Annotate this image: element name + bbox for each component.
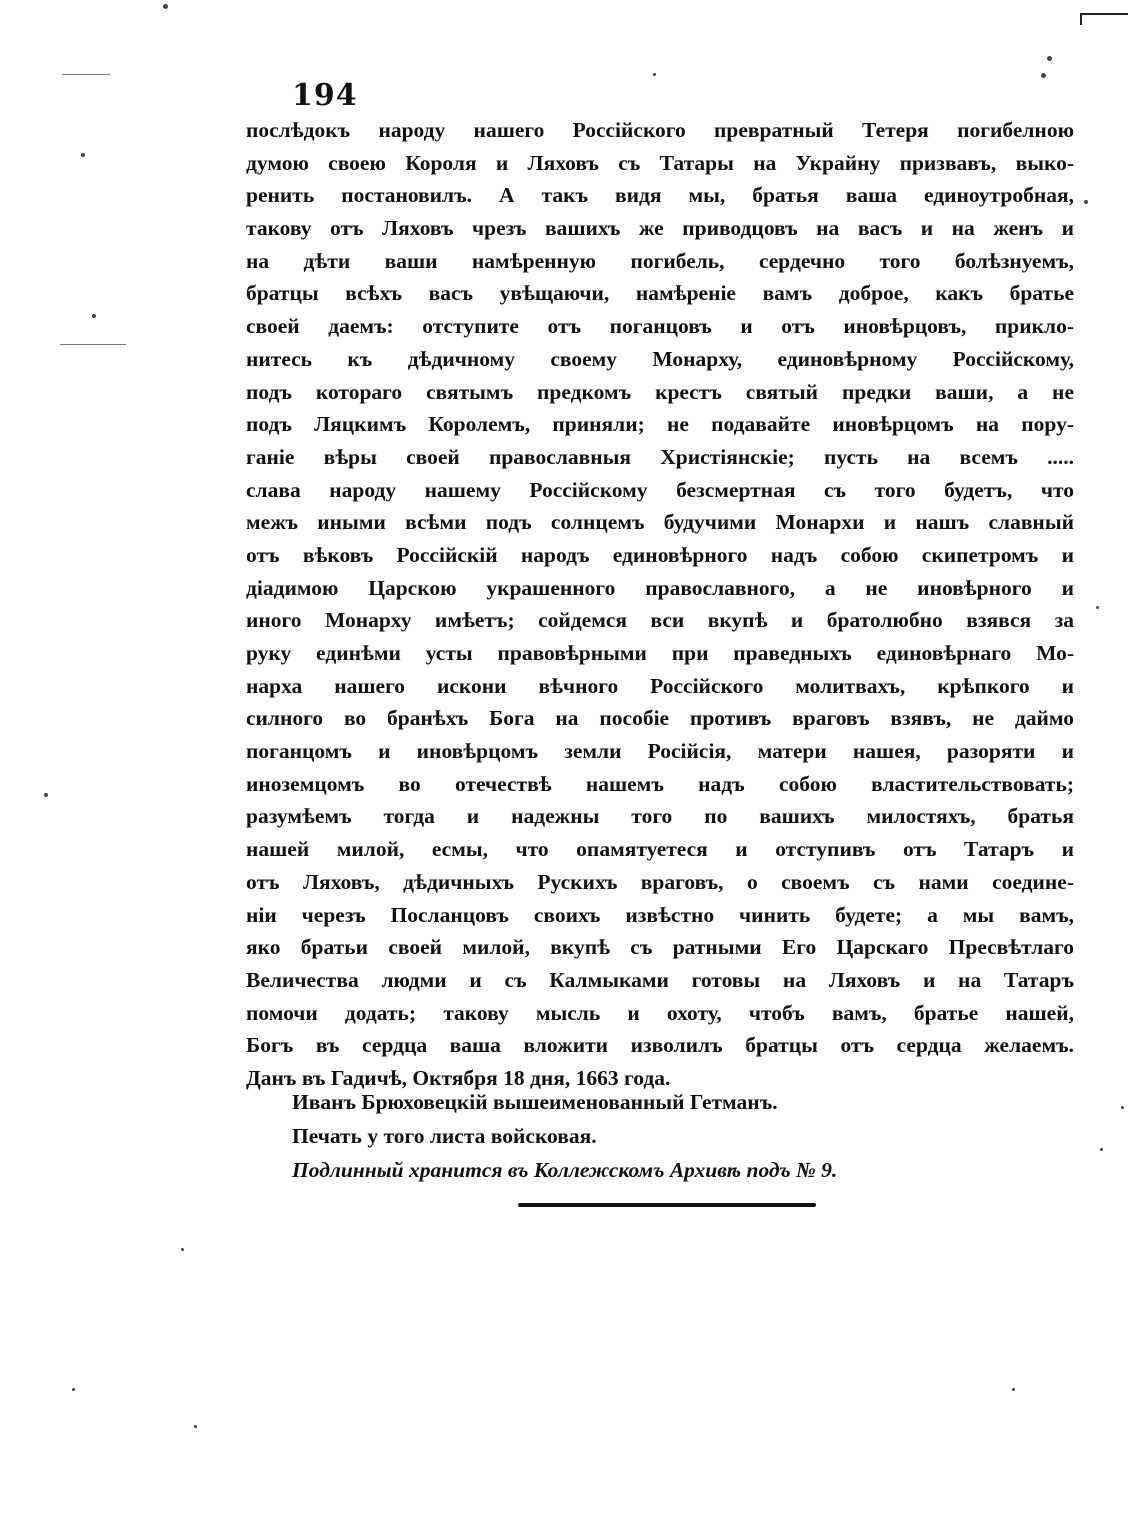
date-line: Данъ въ Гадичѣ, Октября 18 дня, 1663 года. xyxy=(246,1065,671,1090)
text-line: нашей милой, есмы, что опамятуетеся и отступивъ отъ Татаръ и xyxy=(246,837,1074,862)
text-line: нарха нашего искони вѣчного Россійского молитвахъ, крѣпкого и xyxy=(246,673,1074,698)
text-line: межъ иными всѣми подъ солнцемъ будучими Монархи и нашъ славный xyxy=(246,510,1074,535)
scan-speck xyxy=(653,73,656,76)
text-line: послѣдокъ народу нашего Россійского превратный Тетеря погибелною xyxy=(246,118,1074,142)
text-line: нитесь къ дѣдичному своему Монарху, единовѣрному Россійскому, xyxy=(246,346,1074,371)
text-line: думою своею Короля и Ляховъ съ Татары на Украйну призвавъ, выко- xyxy=(246,150,1074,175)
scan-speck xyxy=(1012,1388,1015,1391)
scan-speck xyxy=(1047,56,1052,61)
corner-bracket-mark xyxy=(1080,13,1128,25)
scan-speck xyxy=(194,1425,197,1428)
page-number: 194 xyxy=(292,78,358,113)
text-line: ренить постановилъ. А такъ видя мы, братья ваша единоутробная, xyxy=(246,183,1074,208)
scan-speck xyxy=(1100,1148,1103,1151)
scan-mark xyxy=(60,344,126,345)
text-line: руку единѣми усты правовѣрными при праведныхъ единовѣрнаго Мо- xyxy=(246,641,1074,665)
scan-speck xyxy=(81,153,85,157)
scan-speck xyxy=(1084,200,1088,204)
text-line: яко братьи своей милой, вкупѣ съ ратными Его Царскаго Пресвѣтлаго xyxy=(246,935,1074,960)
hetman-signature: Иванъ Брюховецкій вышеименованный Гетманъ. xyxy=(292,1090,778,1114)
text-line: разумѣемъ тогда и надежны того по вашихъ милостяхъ, братья xyxy=(246,804,1074,829)
closing-rule xyxy=(518,1203,816,1207)
scan-speck xyxy=(163,4,168,9)
text-line: иного Монарху имѣетъ; сойдемся вси вкупѣ и братолюбно взявся за xyxy=(246,608,1074,633)
text-line: Богъ въ сердца ваша вложити изволилъ братцы отъ сердца желаемъ. xyxy=(246,1033,1074,1058)
text-line: на дѣти ваши намѣренную погибель, сердечно того болѣзнуемъ, xyxy=(246,248,1074,273)
text-line: ніи черезъ Посланцовъ своихъ извѣстно чинить будете; а мы вамъ, xyxy=(246,902,1074,927)
text-line: поганцомъ и иновѣрцомъ земли Російсія, матери нашея, разоряти и xyxy=(246,739,1074,764)
scan-speck xyxy=(181,1248,184,1251)
archive-note: Подлинный хранится въ Коллежскомъ Архивѣ подъ № 9. xyxy=(292,1158,838,1182)
scan-speck xyxy=(44,793,48,797)
text-line: ганіе вѣры своей православныя Христіянскіе; пусть на всемъ ..... xyxy=(246,444,1074,469)
scan-speck xyxy=(1121,1106,1124,1109)
text-line: діадимою Царскою украшенного православного, а не иновѣрного и xyxy=(246,575,1074,600)
text-line: братцы всѣхъ васъ увѣщаючи, намѣреніе вамъ доброе, какъ братье xyxy=(246,281,1074,306)
text-line: подъ Ляцкимъ Королемъ, приняли; не подавайте иновѣрцомъ на пору- xyxy=(246,412,1074,437)
scan-mark xyxy=(62,74,110,75)
letter-body xyxy=(246,114,1074,1095)
text-line: силного во бранѣхъ Бога на пособіе противъ враговъ взявъ, не даймо xyxy=(246,706,1074,731)
text-line: помочи додать; такову мысль и охоту, чтобъ вамъ, братье нашей, xyxy=(246,1000,1074,1025)
text-line: отъ Ляховъ, дѣдичныхъ Рускихъ враговъ, о своемъ съ нами соедине- xyxy=(246,869,1074,894)
text-line: такову отъ Ляховъ чрезъ вашихъ же приводцовъ на васъ и на женъ и xyxy=(246,216,1074,241)
seal-note: Печать у того листа войсковая. xyxy=(292,1124,597,1148)
scan-speck xyxy=(1041,73,1046,78)
scan-speck xyxy=(72,1388,75,1391)
scan-speck xyxy=(1096,606,1099,609)
text-line: Величества людми и съ Калмыками готовы на Ляховъ и на Татаръ xyxy=(246,967,1074,992)
text-line: подъ котораго святымъ предкомъ крестъ святый предки ваши, а не xyxy=(246,379,1074,404)
text-line: своей даемъ: отступите отъ поганцовъ и отъ иновѣрцовъ, прикло- xyxy=(246,314,1074,339)
text-line: слава народу нашему Россійскому безсмертная съ того будетъ, что xyxy=(246,477,1074,502)
text-line: отъ вѣковъ Россійскій народъ единовѣрного надъ собою скипетромъ и xyxy=(246,542,1074,567)
text-line: иноземцомъ во отечествѣ нашемъ надъ собою властительствовать; xyxy=(246,771,1074,796)
scan-speck xyxy=(92,314,96,318)
